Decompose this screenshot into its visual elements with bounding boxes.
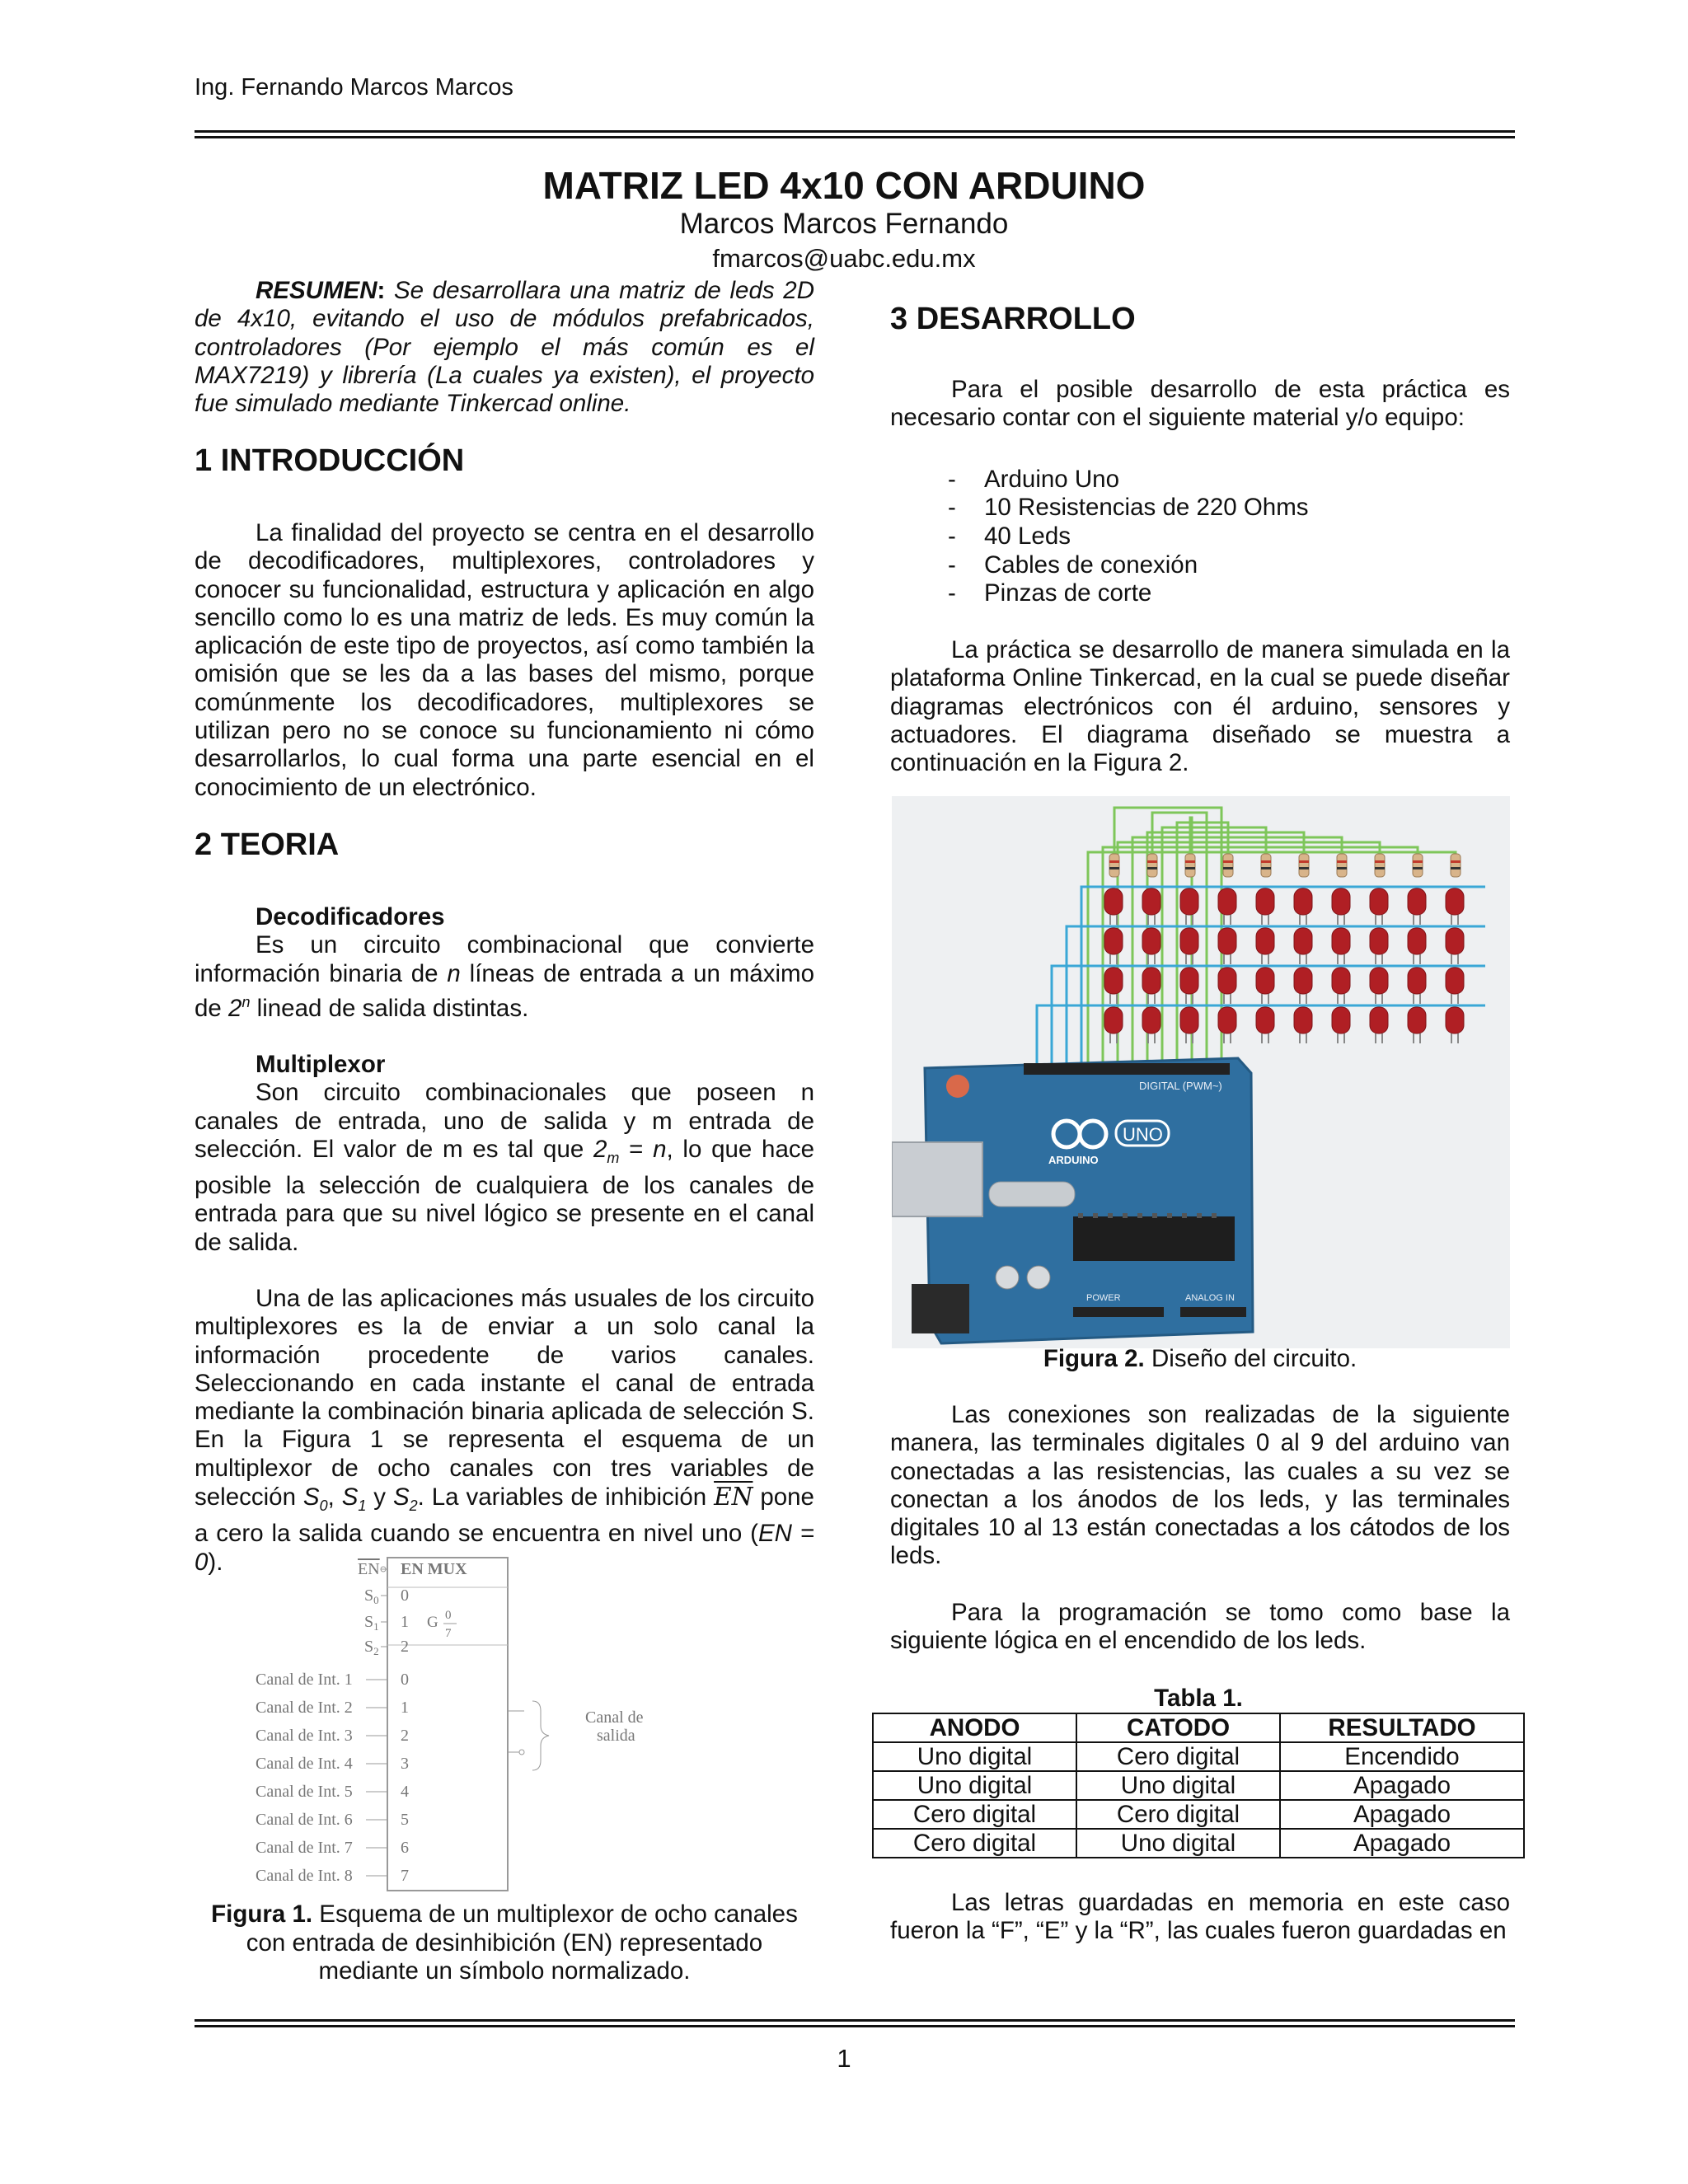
- resistor-band: [1261, 867, 1271, 869]
- table-row: [873, 1800, 1524, 1829]
- digital-label: DIGITAL (PWM~): [1139, 1080, 1222, 1092]
- led: [1142, 928, 1160, 954]
- resistor-band: [1375, 867, 1385, 869]
- resistor: [1375, 854, 1385, 877]
- select-s0: $S_0$: [364, 1586, 379, 1606]
- mux-header: EN MUX: [401, 1560, 467, 1578]
- led: [1446, 928, 1464, 954]
- channel-label: Canal de Int. 7: [256, 1839, 353, 1857]
- resistor-band: [1299, 867, 1309, 869]
- mux-outputs: [508, 1701, 549, 1770]
- channel-label: Canal de Int. 3: [256, 1727, 353, 1745]
- led: [1142, 1007, 1160, 1033]
- crystal: [989, 1182, 1075, 1207]
- table-1-title: Tabla 1.: [1154, 1685, 1243, 1712]
- board-brand: ARDUINO: [1048, 1154, 1099, 1166]
- select-s1: $S_1$: [364, 1613, 379, 1633]
- led: [1294, 1007, 1312, 1033]
- led: [1104, 888, 1123, 915]
- svg-text:0: 0: [401, 1671, 409, 1689]
- resistor-band: [1375, 860, 1385, 863]
- resistor-band: [1413, 867, 1423, 869]
- section-heading-desarrollo: 3 DESARROLLO: [890, 302, 1136, 336]
- figure-1-mux-diagram: [256, 1554, 684, 1896]
- table-cell: Uno digital: [873, 1771, 1076, 1800]
- footer-rule-bottom: [195, 2025, 1515, 2027]
- desarrollo-body-3: [890, 1889, 1510, 1946]
- table-cell: Encendido: [1280, 1742, 1524, 1771]
- abstract: [195, 277, 814, 418]
- table-row: [873, 1742, 1524, 1771]
- desarrollo-paragraph-5: Las letras guardadas en memoria en este caso fueron la “F”, “E” y la “R”, las cuales fueron guardadas en: [890, 1889, 1510, 1945]
- paper-title: MATRIZ LED 4x10 CON ARDUINO: [542, 164, 1146, 207]
- led: [1142, 968, 1160, 994]
- select-s2: $S_2$: [364, 1638, 379, 1657]
- resistor-band: [1147, 860, 1157, 863]
- section-heading-introduccion: 1 INTRODUCCIÓN: [195, 443, 465, 478]
- led: [1218, 888, 1236, 915]
- channel-label: Canal de Int. 1: [256, 1671, 353, 1689]
- reset-button: [946, 1075, 969, 1098]
- resistor-band: [1109, 860, 1119, 863]
- resistor-band: [1337, 867, 1347, 869]
- channel-label: Canal de Int. 6: [256, 1811, 353, 1829]
- led: [1408, 888, 1426, 915]
- resistor: [1337, 854, 1347, 877]
- desarrollo-body-2: [890, 1401, 1510, 1655]
- table-header-cell: CATODO: [1076, 1713, 1280, 1742]
- table-header-cell: RESULTADO: [1280, 1713, 1524, 1742]
- resistor: [1109, 854, 1119, 877]
- abstract-paragraph: RESUMEN: Se desarrollara una matriz de leds 2D de 4x10, evitando el uso de módulos prefabricados, controladores (Por ejemplo el más común es el MAX7219) y librería (La cuales ya existen), el proyecto fue simulado mediante Tinkercad online.: [195, 277, 814, 418]
- led: [1104, 968, 1123, 994]
- led: [1294, 928, 1312, 954]
- figure-2-circuit-image: [892, 796, 1510, 1348]
- resistor-band: [1451, 860, 1461, 863]
- analog-label: ANALOG IN: [1185, 1293, 1235, 1303]
- resistor-band: [1185, 867, 1195, 869]
- resistor-band: [1223, 867, 1233, 869]
- desarrollo-paragraph-3: Las conexiones son realizadas de la siguiente manera, las terminales digitales 0 al 9 del arduino van conectadas a las resistencias, las cuales a su vez se conectan a los ánodos de los leds, y las terminales digitales 10 al 13 están conectadas a los cátodos de los leds.: [890, 1401, 1510, 1570]
- led: [1446, 1007, 1464, 1033]
- output-label-1: Canal de: [585, 1708, 644, 1727]
- led: [1256, 888, 1274, 915]
- running-header: Ing. Fernando Marcos Marcos: [195, 74, 513, 101]
- led: [1332, 968, 1350, 994]
- resistor-band: [1109, 867, 1119, 869]
- svg-text:4: 4: [401, 1783, 409, 1801]
- led: [1446, 888, 1464, 915]
- table-cell: Uno digital: [1076, 1829, 1280, 1858]
- mux-en-label: EN: [358, 1560, 380, 1578]
- desarrollo-paragraph-2: La práctica se desarrollo de manera simulada en la plataforma Online Tinkercad, en la cual se puede diseñar diagramas electrónicos con él arduino, sensores y actuadores. El diagrama diseñado se muestra a continuación en la Figura 2.: [890, 636, 1510, 777]
- svg-text:2: 2: [401, 1638, 409, 1656]
- svg-text:1: 1: [401, 1699, 409, 1717]
- resistor-band: [1451, 867, 1461, 869]
- list-item: - 40 Leds: [890, 523, 1510, 551]
- resistor: [1451, 854, 1461, 877]
- svg-text:7: 7: [401, 1867, 409, 1885]
- channel-label: Canal de Int. 4: [256, 1755, 353, 1773]
- resistor: [1261, 854, 1271, 877]
- table-cell: Uno digital: [873, 1742, 1076, 1771]
- led: [1332, 928, 1350, 954]
- svg-text:2: 2: [401, 1727, 409, 1745]
- svg-text:6: 6: [401, 1839, 409, 1857]
- resistor-band: [1223, 860, 1233, 863]
- led: [1370, 968, 1388, 994]
- resistor: [1147, 854, 1157, 877]
- resistor-band: [1147, 867, 1157, 869]
- led: [1370, 888, 1388, 915]
- list-item: - Arduino Uno: [890, 466, 1510, 494]
- atmega-chip: [1073, 1216, 1235, 1261]
- table-header-cell: ANODO: [873, 1713, 1076, 1742]
- led: [1256, 968, 1274, 994]
- resistor-band: [1413, 860, 1423, 863]
- led: [1180, 1007, 1198, 1033]
- desarrollo-body: [890, 376, 1510, 778]
- mux-select-lines: [364, 1586, 457, 1657]
- led: [1218, 968, 1236, 994]
- author-email: fmarcos@uabc.edu.mx: [712, 244, 976, 273]
- list-item: - 10 Resistencias de 220 Ohms: [890, 494, 1510, 523]
- section-heading-teoria: 2 TEORIA: [195, 827, 340, 862]
- led: [1256, 1007, 1274, 1033]
- list-item: - Cables de conexión: [890, 551, 1510, 580]
- led: [1142, 888, 1160, 915]
- table-cell: Apagado: [1280, 1771, 1524, 1800]
- led: [1180, 888, 1198, 915]
- led: [1332, 888, 1350, 915]
- aplicaciones-paragraph: Una de las aplicaciones más usuales de los circuito multiplexores es la de enviar a un solo canal la información procedente de varios canales. Seleccionando en cada instante el canal de entrada mediante la combinación binaria aplicada de selección S. En la Figura 1 se representa el esquema de un multiplexor de ocho canales con tres variables de selección $S_0$, $S_1$ y $S_2$. La variables de inhibición $\overline{EN}$ pone a cero la salida cuando se encuentra en nivel uno (EN = 0).: [195, 1284, 815, 1576]
- table-1: [872, 1713, 1525, 1858]
- table-cell: Apagado: [1280, 1829, 1524, 1858]
- decodificadores-paragraph: Es un circuito combinacional que convierte información binaria de n líneas de entrada a un máximo de 2$^n$ linead de salida distintas.: [195, 931, 814, 1022]
- led: [1218, 1007, 1236, 1033]
- resistor: [1185, 854, 1195, 877]
- led: [1218, 928, 1236, 954]
- table-header-row: [873, 1713, 1524, 1742]
- led: [1370, 928, 1388, 954]
- channel-label: Canal de Int. 2: [256, 1699, 353, 1717]
- led: [1256, 928, 1274, 954]
- svg-text:3: 3: [401, 1755, 409, 1773]
- resistor: [1299, 854, 1309, 877]
- output-label-2: salida: [597, 1727, 635, 1745]
- channel-label: Canal de Int. 5: [256, 1783, 353, 1801]
- figure-1-caption: Figura 1. Esquema de un multiplexor de ocho canales con entrada de desinhibición (EN) representado mediante un símbolo normalizado.: [211, 1900, 798, 1985]
- subheading-multiplexor: Multiplexor: [256, 1051, 386, 1079]
- abstract-label: RESUMEN: [256, 277, 377, 304]
- led: [1104, 1007, 1123, 1033]
- paper-author: Marcos Marcos Fernando: [679, 208, 1009, 240]
- led: [1408, 928, 1426, 954]
- svg-text:1: 1: [401, 1613, 409, 1631]
- board-model: UNO: [1123, 1124, 1163, 1145]
- mux-channels: [256, 1671, 409, 1885]
- resistor-band: [1299, 860, 1309, 863]
- teoria-body: [195, 903, 814, 1577]
- resistor: [1413, 854, 1423, 877]
- subheading-decodificadores: Decodificadores: [256, 903, 445, 930]
- svg-text:0: 0: [445, 1609, 452, 1622]
- resistor-band: [1337, 860, 1347, 863]
- resistor: [1223, 854, 1233, 877]
- power-jack: [912, 1284, 969, 1333]
- led: [1408, 968, 1426, 994]
- table-cell: Cero digital: [873, 1829, 1076, 1858]
- table-row: [873, 1829, 1524, 1858]
- multiplexor-paragraph: Son circuito combinacionales que poseen n canales de entrada, uno de salida y m entrada de selección. El valor de m es tal que $2_m = n$, lo que hace posible la selección de cualquiera de los canales de entrada para que su nivel lógico se presente en el canal de salida.: [195, 1079, 815, 1256]
- led: [1370, 1007, 1388, 1033]
- channel-label: Canal de Int. 8: [256, 1867, 353, 1885]
- svg-text:5: 5: [401, 1811, 409, 1829]
- resistor-band: [1261, 860, 1271, 863]
- svg-text:0: 0: [401, 1586, 409, 1605]
- usb-port: [892, 1142, 982, 1216]
- resistor-band: [1185, 860, 1195, 863]
- page-number: 1: [837, 2044, 851, 2073]
- table-cell: Cero digital: [873, 1800, 1076, 1829]
- intro-body: [195, 519, 814, 802]
- led: [1294, 888, 1312, 915]
- header-rule-bottom: [195, 136, 1515, 138]
- g-label: G: [427, 1614, 438, 1631]
- materials-list: [890, 466, 1510, 609]
- table-cell: Uno digital: [1076, 1771, 1280, 1800]
- led: [1332, 1007, 1350, 1033]
- desarrollo-paragraph-4: Para la programación se tomo como base la siguiente lógica en el encendido de los leds.: [890, 1598, 1510, 1655]
- led: [1104, 928, 1123, 954]
- digital-header: [1024, 1063, 1230, 1075]
- intro-paragraph: La finalidad del proyecto se centra en el desarrollo de decodificadores, multiplexores, controladores y conocer su funcionalidad, estructura y aplicación en algo sencillo como lo es una matriz de leds. Es muy común la aplicación de este tipo de proyectos, así como también la omisión que se les da a las bases del mismo, porque comúnmente los decodificadores, multiplexores se utilizan pero no se conoce su funcionamiento ni cómo desarrollarlos, lo cual forma una parte esencial en el conocimiento de un electrónico.: [195, 519, 814, 801]
- power-label: POWER: [1086, 1293, 1121, 1303]
- list-item: - Pinzas de corte: [890, 579, 1510, 608]
- en-overline: $\overline{EN}$: [714, 1483, 753, 1511]
- table-cell: Cero digital: [1076, 1800, 1280, 1829]
- led: [1180, 928, 1198, 954]
- svg-text:7: 7: [445, 1627, 452, 1640]
- led: [1446, 968, 1464, 994]
- table-cell: Apagado: [1280, 1800, 1524, 1829]
- led: [1294, 968, 1312, 994]
- table-cell: Cero digital: [1076, 1742, 1280, 1771]
- led: [1180, 968, 1198, 994]
- led: [1408, 1007, 1426, 1033]
- table-row: [873, 1771, 1524, 1800]
- figure-2-caption: Figura 2. Diseño del circuito.: [1043, 1345, 1357, 1372]
- arduino-board: [892, 1058, 1253, 1343]
- footer-rule-top: [195, 2019, 1515, 2022]
- desarrollo-paragraph-1: Para el posible desarrollo de esta práctica es necesario contar con el siguiente material y/o equipo:: [890, 376, 1510, 432]
- header-rule-top: [195, 130, 1515, 133]
